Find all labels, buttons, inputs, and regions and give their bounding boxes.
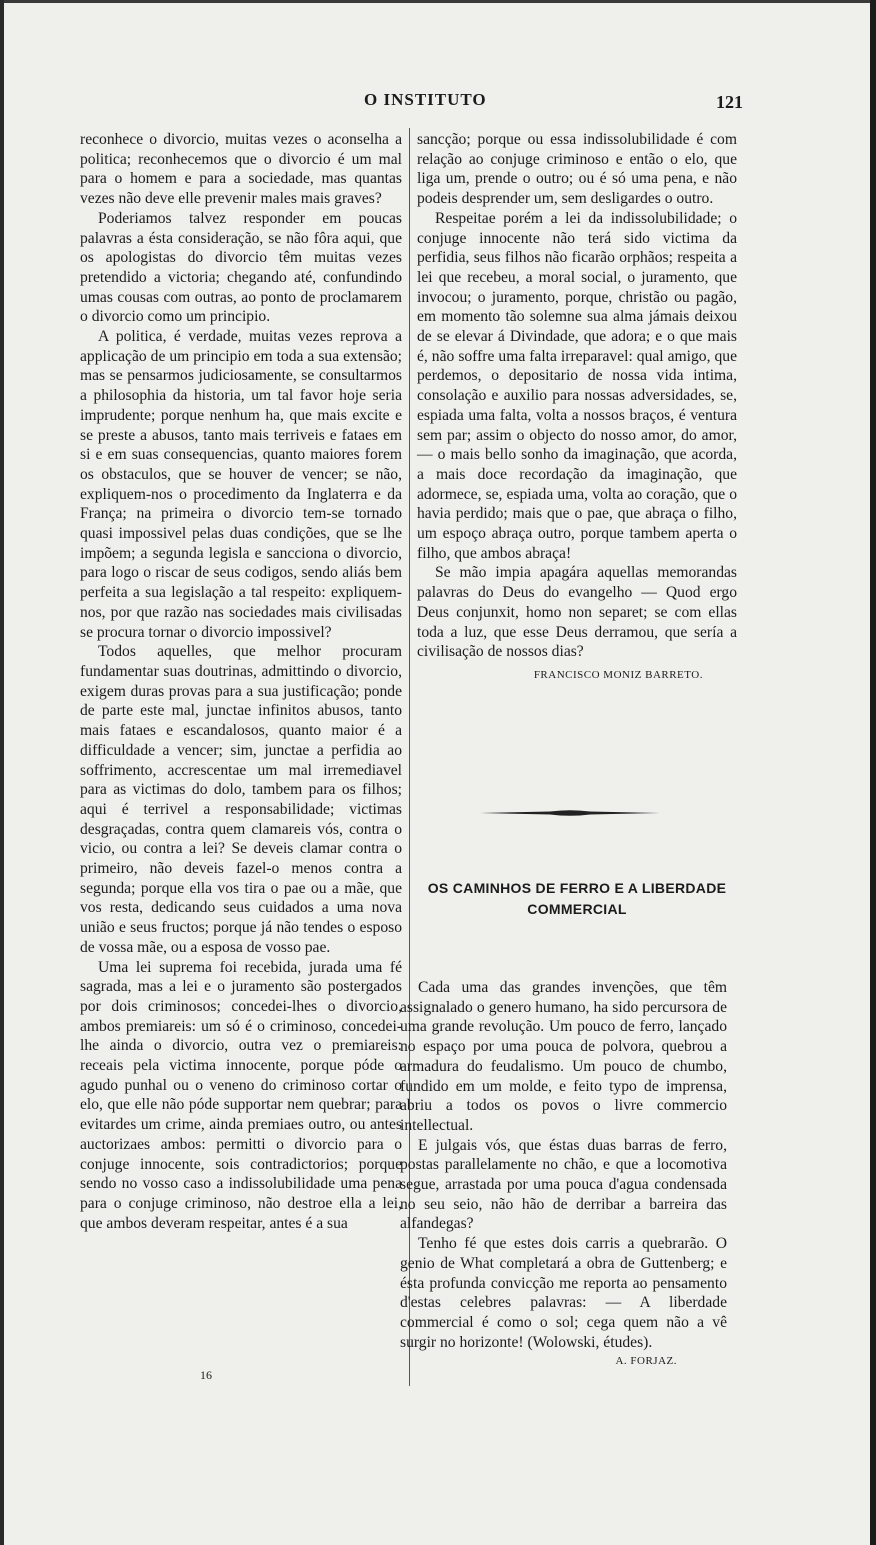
journal-title: O INSTITUTO	[364, 90, 487, 109]
page-number: 121	[716, 92, 743, 112]
paragraph: Poderiamos talvez responder em poucas palavras a ésta consideração, se não fôra aqui, que os apologistas do divorcio têm muitas vezes pretendido a victoria; chegando até, confundindo umas cousas com outras, ao ponto de proclamarem o divorcio como um principio.	[80, 209, 402, 326]
author-signature: A. FORJAZ.	[615, 1355, 677, 1368]
right-column	[417, 130, 737, 686]
article-title	[417, 878, 737, 920]
author-signature: FRANCISCO MONIZ BARRETO.	[533, 668, 703, 681]
paragraph: Respeitae porém a lei da indissolubilidade; o conjuge innocente não terá sido victima da perfidia, seus filhos não ficarão orphãos; respeita a lei que recebeu, a moral social, o juramento, que invocou; o juramento, porque, christão ou pagão, em momento tão solemne sua alma jámais deixou de se elevar á Divindade, que adora; e o que mais é, não soffre uma falta irreparavel: qual amigo, que perdemos, o depositario de nossa vida intima, consolação e auxilio para nossas adversidades, se, espiada uma falta, volta a nossos braços, é ventura sem par; assim o objecto do nosso amor, do amor, — o mais bello sonho da imaginação, que acorda, a mais doce recordação da imaginação, que adormece, se, espiada uma, volta ao coração, que o havia perdido; mais que o pae, que abraça o filho, um espoço abraça outro, porque tambem aperta o filho, que ambos abraça!	[417, 209, 737, 562]
paragraph: A politica, é verdade, muitas vezes reprova a applicação de um principio em toda a sua extensão; mas se pensarmos judiciosamente, se consultarmos a philosophia da historia, um tal favor hoje seria imprudente; porque nenhum ha, que mais excite e se preste a abusos, tanto mais terriveis e fataes em si e em suas consequencias, quanto maiores forem os obstaculos, que se houver de vencer; se não, expliquem-nos o procedimento da Inglaterra e da França; na primeira o divorcio tem-se tornado quasi impossivel pelas duas condições, que se lhe impõem; a segunda legisla e sancciona o divorcio, para logo o riscar de seus codigos, sendo aliás bem perfeita a sua legislação a tal respeito: expliquem-nos, por que razão nas sociedades mais civilisadas se procura tornar o divorcio impossivel?	[80, 328, 402, 641]
paragraph: Tenho fé que estes dois carris a quebrarão. O genio de What completará a obra de Guttenberg; e ésta profunda convicção me reporta ao pensamento d'estas celebres palavras: — A liberdade commercial é como o sol; cega quem não a vê surgir no horizonte! (Wolowski, études).	[400, 1235, 727, 1351]
paragraph: Todos aquelles, que melhor procuram fundamentar suas doutrinas, admittindo o divorcio, exigem duras provas para a sua justificação; ponde de parte este mal, junctae infinitos abusos, tanto mais fataes e escandalosos, quanto maior é a difficuldade a vencer; sim, junctae a perfidia ao soffrimento, accrescentae um mal irremediavel para as victimas do dolo, tambem para os filhos; aqui é terrivel a responsabilidade; victimas desgraçadas, contra quem clamareis vós, contra o vicio, ou contra a lei? Se deveis clamar contra o primeiro, não deveis fazel-o menos contra a segunda; porque ella vos tira o pae ou a mãe, que vos resta, dedicando seus cuidados a uma nova união e seus fructos; porque já não tendes o esposo de vossa mãe, ou a esposa de vosso pae.	[80, 643, 402, 956]
section-divider-ornament	[480, 805, 660, 821]
paragraph: reconhece o divorcio, muitas vezes o aconselha a politica; reconhecemos que o divorcio é um mal para o homem e para a sociedade, mas quantas vezes não deve elle prevenir males mais graves?	[80, 131, 402, 208]
signature-mark: 16	[200, 1368, 212, 1382]
scan-border-top	[0, 0, 876, 3]
article-title-line: OS CAMINHOS DE FERRO E A LIBERDADE	[427, 880, 727, 896]
paragraph: Se mão impia apagára aquellas memorandas palavras do Deus do evangelho — Quod ergo Deus conjunxit, homo non separet; se com ellas toda a luz, que esse Deus derramou, que sería a civilisação de nossos dias?	[417, 564, 737, 661]
paragraph: Uma lei suprema foi recebida, jurada uma fé sagrada, mas a lei e o juramento são postergados por dois criminosos; concedei-lhes o divorcio, ambos premiareis: um só é o criminoso, concedei-lhe ainda o divorcio, outra vez o premiareis: receais pela victima innocente, porque póde o agudo punhal ou o veneno do criminoso cortar o elo, que elle não póde supportar nem quebrar; para evitardes um crime, ainda premiaes outro, ou antes auctorizaes ambos: permitti o divorcio para o conjuge innocente, sois contradictorios; porque sendo no vosso caso a indissolubilidade uma pena para o conjuge criminoso, não destroe ella a lei, que ambos deveram respeitar, antes é a sua	[80, 958, 402, 1232]
paragraph: sancção; porque ou essa indissolubilidade é com relação ao conjuge criminoso e então o elo, que liga um, prende o outro; ou é só uma pena, e não podeis desprender um, sem desligardes o outro.	[417, 131, 737, 208]
left-column	[80, 130, 402, 1233]
scan-border-left	[0, 0, 4, 1545]
paragraph: E julgais vós, que éstas duas barras de ferro, postas parallelamente no chão, e que a locomotiva segue, arrastada por uma pouca d'agua condensada no seu seio, não hão de derribar a barreira das alfandegas?	[400, 1136, 727, 1233]
paragraph: Cada uma das grandes invenções, que têm assignalado o genero humano, ha sido percursora de uma grande revolução. Um pouco de ferro, lançado no espaço por uma pouca de polvora, quebrou a armadura do feudalismo. Um pouco de chumbo, fundido em um molde, e feito typo de imprensa, abriu a todos os povos o livre commercio intellectual.	[400, 979, 727, 1134]
article-title-line: COMMERCIAL	[527, 901, 627, 917]
scan-border-right	[870, 0, 876, 1545]
running-head	[0, 90, 876, 114]
right-column-article	[400, 978, 727, 1372]
